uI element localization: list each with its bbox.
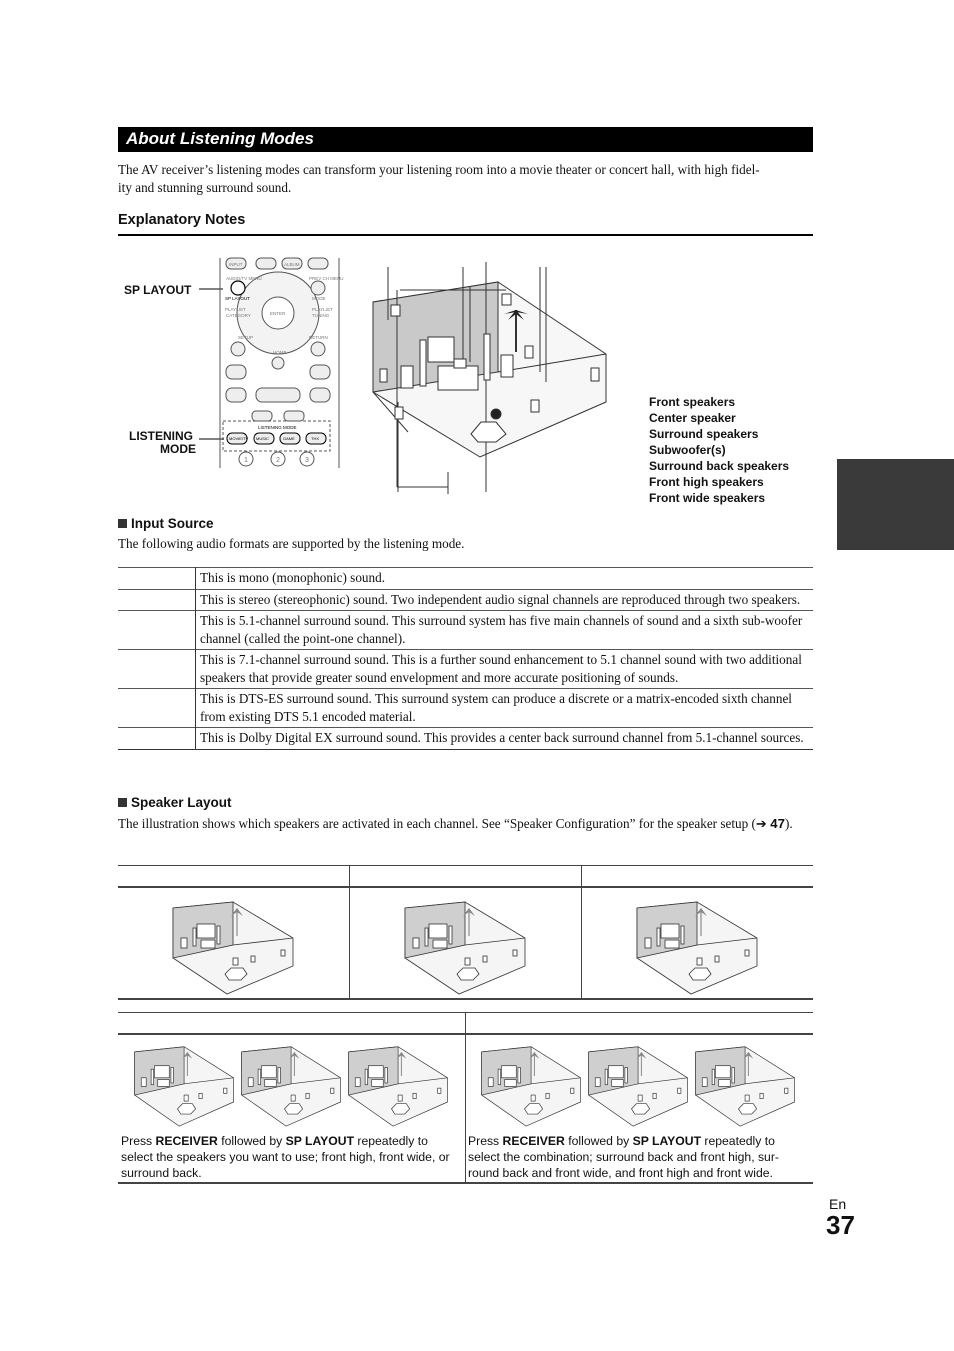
speaker-layout-text-after: ).	[784, 816, 793, 831]
mini-room-diagram	[171, 900, 296, 995]
remote-movie-tv-text: MOVIE/TV	[229, 436, 249, 441]
remote-setup-text: SETUP	[238, 335, 254, 340]
format-logo-cell	[118, 589, 196, 611]
format-logo-cell	[118, 650, 196, 689]
legend-surround-back-speakers: Surround back speakers	[649, 459, 790, 473]
remote-tuning-text: TUNING	[312, 313, 330, 318]
legend-surround-speakers: Surround speakers	[649, 427, 759, 441]
mini-room-diagram	[347, 1045, 450, 1127]
remote-playlist-right-text: PLAYLIST	[312, 307, 333, 312]
mini-room-diagram	[635, 900, 760, 995]
square-bullet-icon	[118, 798, 127, 807]
speaker-legend	[649, 394, 789, 506]
arrow-icon: ➔	[755, 816, 767, 831]
caption-right: Press RECEIVER followed by SP LAYOUT repeatedly to select the combination; surround back and front high, sur-round back and front wide, and front high and front wide.	[468, 1134, 779, 1180]
page-language: En	[829, 1196, 847, 1212]
speaker-layout-heading-text: Speaker Layout	[131, 795, 232, 810]
remote-audio-tv-menu-text: AUDIO/TV MENU	[226, 276, 262, 281]
format-description: This is 7.1-channel surround sound. This is a further sound enhancement to 5.1 channel sound with two additional speakers that provide greater sound envelopment and more accurate positioning of sounds.	[200, 652, 802, 685]
caption-left: Press RECEIVER followed by SP LAYOUT repeatedly to select the speakers you want to use; front high, front wide, or surround back.	[121, 1134, 450, 1180]
input-source-heading-text: Input Source	[131, 516, 214, 531]
format-logo-cell	[118, 611, 196, 650]
room-speaker-diagram	[368, 262, 618, 494]
input-source-text: The following audio formats are supported by the listening mode.	[118, 536, 465, 551]
mini-room-diagram	[587, 1045, 690, 1127]
remote-listening-mode-text: LISTENING MODE	[258, 425, 297, 430]
section-title-bar	[118, 127, 813, 152]
legend-front-high-speakers: Front high speakers	[649, 475, 764, 489]
table-row	[118, 589, 813, 611]
remote-category-text: CATEGORY	[226, 313, 251, 318]
legend-subwoofers: Subwoofer(s)	[649, 443, 726, 457]
table-divider	[349, 865, 350, 999]
input-source-table	[118, 567, 813, 750]
chapter-side-tab	[837, 459, 954, 550]
mini-room-diagram	[403, 900, 528, 995]
remote-game-text: GAME	[283, 436, 295, 441]
remote-enter-text: ENTER	[270, 311, 286, 316]
sp-layout-label: SP LAYOUT	[124, 283, 192, 297]
table-row	[118, 568, 813, 590]
intro-paragraph: The AV receiver’s listening modes can transform your listening room into a movie theater or concert hall, with high fidel- ity and stunning surround sound.	[118, 162, 760, 195]
explanatory-notes-heading: Explanatory Notes	[118, 212, 246, 228]
remote-album-text: ALBUM	[284, 262, 300, 267]
listening-label: LISTENING	[129, 429, 194, 443]
remote-prev-ch-menu-text: PREV CH MENU	[309, 276, 344, 281]
remote-home-text: HOME	[273, 350, 287, 355]
remote-mode-text: MODE	[312, 296, 326, 301]
format-logo-cell	[118, 689, 196, 728]
table-rule	[118, 865, 813, 866]
remote-playlist-left-text: PLAYLIST	[225, 307, 246, 312]
section-title: About Listening Modes	[126, 129, 314, 148]
format-description: This is DTS-ES surround sound. This surround system can produce a discrete or a matrix-encoded sixth channel from existing DTS 5.1 encoded material.	[200, 691, 792, 724]
table-row	[118, 728, 813, 750]
table-divider	[581, 865, 582, 999]
page-reference-link[interactable]: 47	[770, 816, 785, 831]
mode-label: MODE	[160, 442, 196, 456]
remote-sp-layout-text: SP LAYOUT	[225, 296, 250, 301]
format-logo-cell	[118, 568, 196, 590]
remote-num1-text: 1	[244, 457, 248, 464]
format-description: This is mono (monophonic) sound.	[200, 570, 385, 585]
table-rule	[118, 998, 813, 1000]
speaker-layout-heading	[118, 795, 232, 810]
table-divider	[465, 1012, 466, 1183]
format-logo-cell	[118, 728, 196, 750]
table-row	[118, 689, 813, 728]
input-source-heading	[118, 516, 214, 531]
legend-front-wide-speakers: Front wide speakers	[649, 491, 766, 505]
legend-center-speaker: Center speaker	[649, 411, 736, 425]
speaker-layout-text-before: The illustration shows which speakers are activated in each channel. See “Speaker Configuration” for the speaker setup (	[118, 816, 756, 831]
remote-return-text: RETURN	[309, 335, 328, 340]
heading-rule	[118, 234, 813, 236]
remote-control-illustration	[196, 256, 344, 470]
remote-num2-text: 2	[276, 457, 280, 464]
remote-num3-text: 3	[305, 457, 309, 464]
mini-room-diagram	[133, 1045, 236, 1127]
speaker-layout-text	[118, 815, 813, 833]
legend-front-speakers: Front speakers	[649, 395, 736, 409]
page-number: 37	[826, 1210, 855, 1240]
format-description: This is stereo (stereophonic) sound. Two independent audio signal channels are reproduced through two speakers.	[200, 591, 801, 607]
remote-input-text: INPUT	[229, 262, 243, 267]
table-row	[118, 650, 813, 689]
remote-music-text: MUSIC	[256, 436, 269, 441]
remote-thx-text: THX	[311, 436, 319, 441]
format-description: This is 5.1-channel surround sound. This surround system has five main channels of sound and a sixth sub-woofer channel (called the point-one channel).	[200, 613, 803, 646]
format-description: This is Dolby Digital EX surround sound. This provides a center back surround channel from 5.1-channel sources.	[200, 730, 804, 745]
mini-room-diagram	[240, 1045, 343, 1127]
table-row	[118, 611, 813, 650]
table-rule	[118, 886, 813, 888]
mini-room-diagram	[694, 1045, 797, 1127]
square-bullet-icon	[118, 519, 127, 528]
mini-room-diagram	[480, 1045, 583, 1127]
